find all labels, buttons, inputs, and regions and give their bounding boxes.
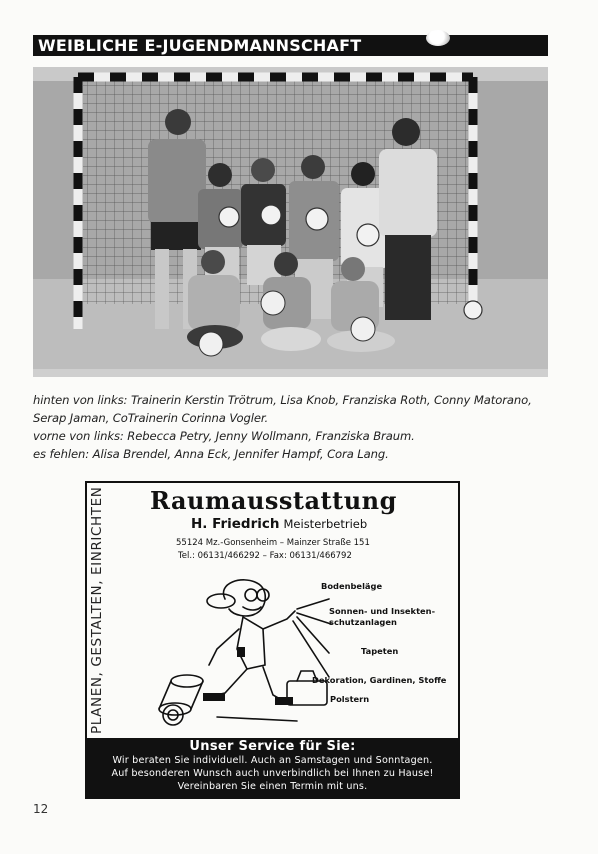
craftsman-illustration xyxy=(147,569,347,734)
service-label: Tapeten xyxy=(361,646,399,656)
ad-owner-subtitle: Meisterbetrieb xyxy=(283,517,368,531)
page-number: 12 xyxy=(33,802,49,816)
service-banner-line: Wir beraten Sie individuell. Auch an Samstagen und Sonntagen. xyxy=(112,755,433,766)
caption-line: Serap Jaman, CoTrainerin Corinna Vogler. xyxy=(33,411,269,425)
caption-line: es fehlen: Alisa Brendel, Anna Eck, Jennifer Hampf, Cora Lang. xyxy=(33,447,389,461)
section-title: WEIBLICHE E-JUGENDMANNSCHAFT xyxy=(33,35,548,56)
handball-icon xyxy=(426,30,450,46)
service-label: Polstern xyxy=(330,694,370,704)
ad-owner xyxy=(191,516,367,532)
service-banner xyxy=(87,738,458,797)
service-label: Dekoration, Gardinen, Stoffe xyxy=(312,675,447,685)
service-banner-line: Vereinbaren Sie einen Termin mit uns. xyxy=(177,781,368,792)
service-label: schutzanlagen xyxy=(329,617,397,627)
service-banner-line: Auf besonderen Wunsch auch unverbindlich bei Ihnen zu Hause! xyxy=(111,768,434,779)
service-banner-title: Unser Service für Sie: xyxy=(189,739,356,754)
caption-line: vorne von links: Rebecca Petry, Jenny Wollmann, Franziska Braum. xyxy=(33,429,415,443)
ad-slogan-text: PLANEN, GESTALTEN, EINRICHTEN xyxy=(89,486,105,734)
ad-owner-name: H. Friedrich xyxy=(191,516,280,532)
service-label: Bodenbeläge xyxy=(321,581,383,591)
ad-slogan xyxy=(87,483,109,738)
ad-phone: Tel.: 06131/466292 – Fax: 06131/466792 xyxy=(178,551,352,561)
ad-company-name: Raumausstattung xyxy=(150,486,397,515)
ad-address: 55124 Mz.-Gonsenheim – Mainzer Straße 151 xyxy=(176,538,370,548)
photo-caption xyxy=(33,391,553,463)
advertisement xyxy=(85,481,460,799)
team-photo xyxy=(33,67,548,377)
service-label: Sonnen- und Insekten- xyxy=(329,606,436,616)
caption-line: hinten von links: Trainerin Kerstin Trötrum, Lisa Knob, Franziska Roth, Conny Matorano, xyxy=(33,393,532,407)
